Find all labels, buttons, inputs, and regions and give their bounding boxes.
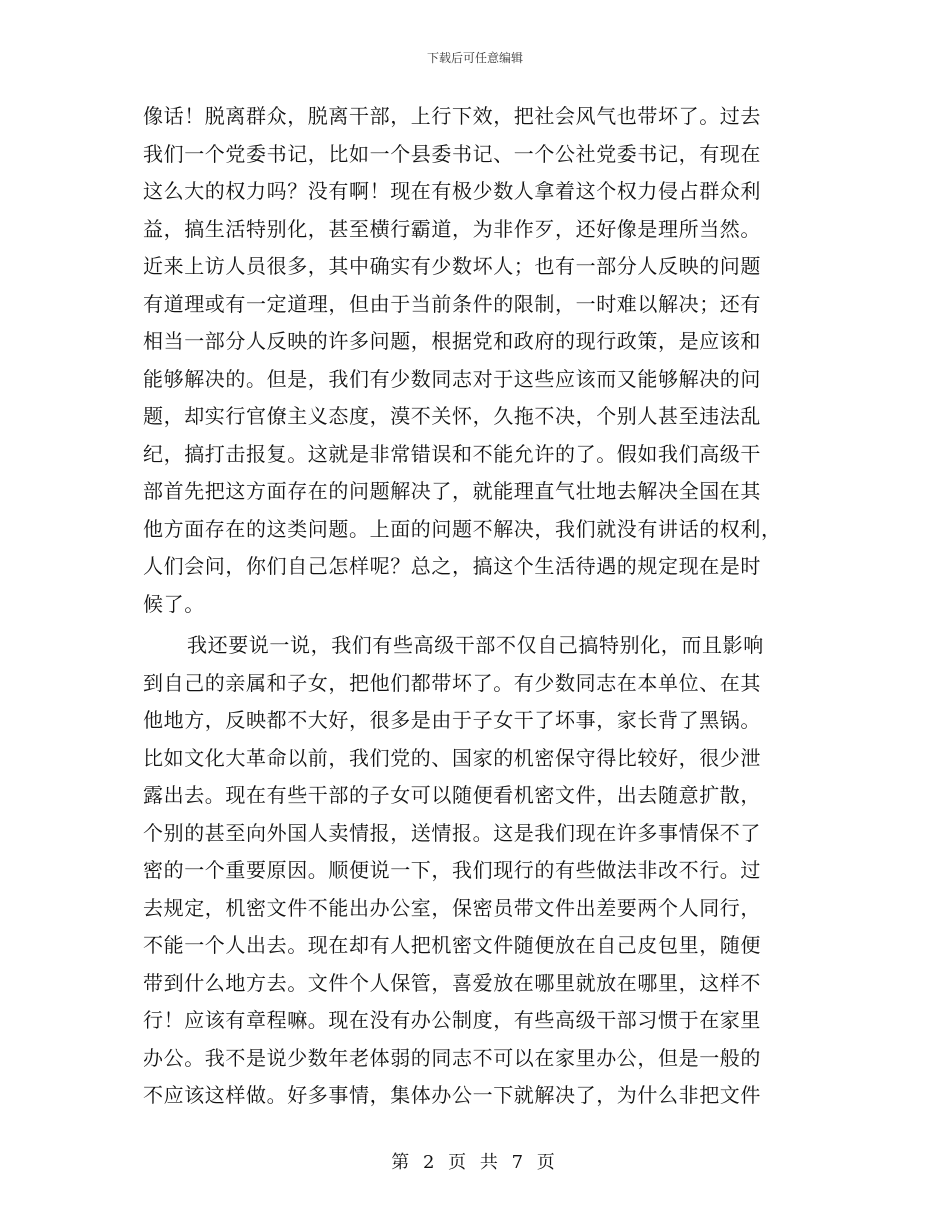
text-line: 带到什么地方去。文件个人保管，喜爱放在哪里就放在哪里，这样不 bbox=[143, 970, 761, 995]
text-line: 密的一个重要原因。顺便说一下，我们现行的有些做法非改不行。过 bbox=[143, 858, 761, 882]
paragraph-2 bbox=[143, 627, 803, 1115]
text-line: 有道理或有一定道理，但由于当前条件的限制，一时难以解决；还有 bbox=[143, 291, 761, 316]
page-number: 第 2 页 共 7 页 bbox=[391, 1152, 559, 1173]
text-line: 他地方，反映都不大好，很多是由于子女干了坏事，家长背了黑锅。 bbox=[143, 708, 761, 732]
text-line: 候了。 bbox=[143, 591, 205, 616]
text-line: 能够解决的。但是，我们有少数同志对于这些应该而又能够解决的问 bbox=[143, 366, 761, 391]
text-line: 益，搞生活特别化，甚至横行霸道，为非作歹，还好像是理所当然。 bbox=[143, 216, 761, 241]
text-line: 纪，搞打击报复。这就是非常错误和不能允许的了。假如我们高级干 bbox=[143, 441, 761, 466]
text-line: 相当一部分人反映的许多问题，根据党和政府的现行政策，是应该和 bbox=[143, 329, 761, 353]
text-line: 我们一个党委书记，比如一个县委书记、一个公社党委书记，有现在 bbox=[143, 141, 761, 166]
text-line: 人们会问，你们自己怎样呢？总之，搞这个生活待遇的规定现在是时 bbox=[143, 554, 761, 578]
text-line: 不能一个人出去。现在却有人把机密文件随便放在自己皮包里，随便 bbox=[143, 933, 761, 957]
text-line: 比如文化大革命以前，我们党的、国家的机密保守得比较好，很少泄 bbox=[143, 745, 761, 770]
text-line: 部首先把这方面存在的问题解决了，就能理直气壮地去解决全国在其 bbox=[143, 479, 761, 503]
text-line: 到自己的亲属和子女，把他们都带坏了。有少数同志在本单位、在其 bbox=[143, 670, 761, 695]
page-header: 下载后可任意编辑 bbox=[426, 51, 523, 65]
document-body bbox=[143, 98, 803, 1115]
text-line: 行！应该有章程嘛。现在没有办公制度，有些高级干部习惯于在家里 bbox=[143, 1008, 761, 1032]
text-line: 这么大的权力吗？没有啊！现在有极少数人拿着这个权力侵占群众利 bbox=[143, 179, 761, 203]
text-line: 我还要说一说，我们有些高级干部不仅自己搞特别化，而且影响 bbox=[187, 633, 764, 657]
text-line: 近来上访人员很多，其中确实有少数坏人；也有一部分人反映的问题 bbox=[143, 254, 761, 278]
text-line: 他方面存在的这类问题。上面的问题不解决，我们就没有讲话的权利， bbox=[143, 516, 782, 541]
text-line: 题，却实行官僚主义态度，漠不关怀，久拖不决，个别人甚至违法乱 bbox=[143, 404, 761, 428]
text-line: 去规定，机密文件不能出办公室，保密员带文件出差要两个人同行， bbox=[143, 895, 761, 920]
paragraph-1 bbox=[143, 98, 803, 623]
text-line: 个别的甚至向外国人卖情报，送情报。这是我们现在许多事情保不了 bbox=[143, 820, 761, 845]
text-line: 像话！脱离群众，脱离干部，上行下效，把社会风气也带坏了。过去 bbox=[143, 104, 761, 128]
text-line: 露出去。现在有些干部的子女可以随便看机密文件，出去随意扩散， bbox=[143, 783, 761, 807]
text-line: 办公。我不是说少数年老体弱的同志不可以在家里办公，但是一般的 bbox=[143, 1045, 761, 1070]
text-line: 不应该这样做。好多事情，集体办公一下就解决了，为什么非把文件 bbox=[143, 1083, 761, 1107]
